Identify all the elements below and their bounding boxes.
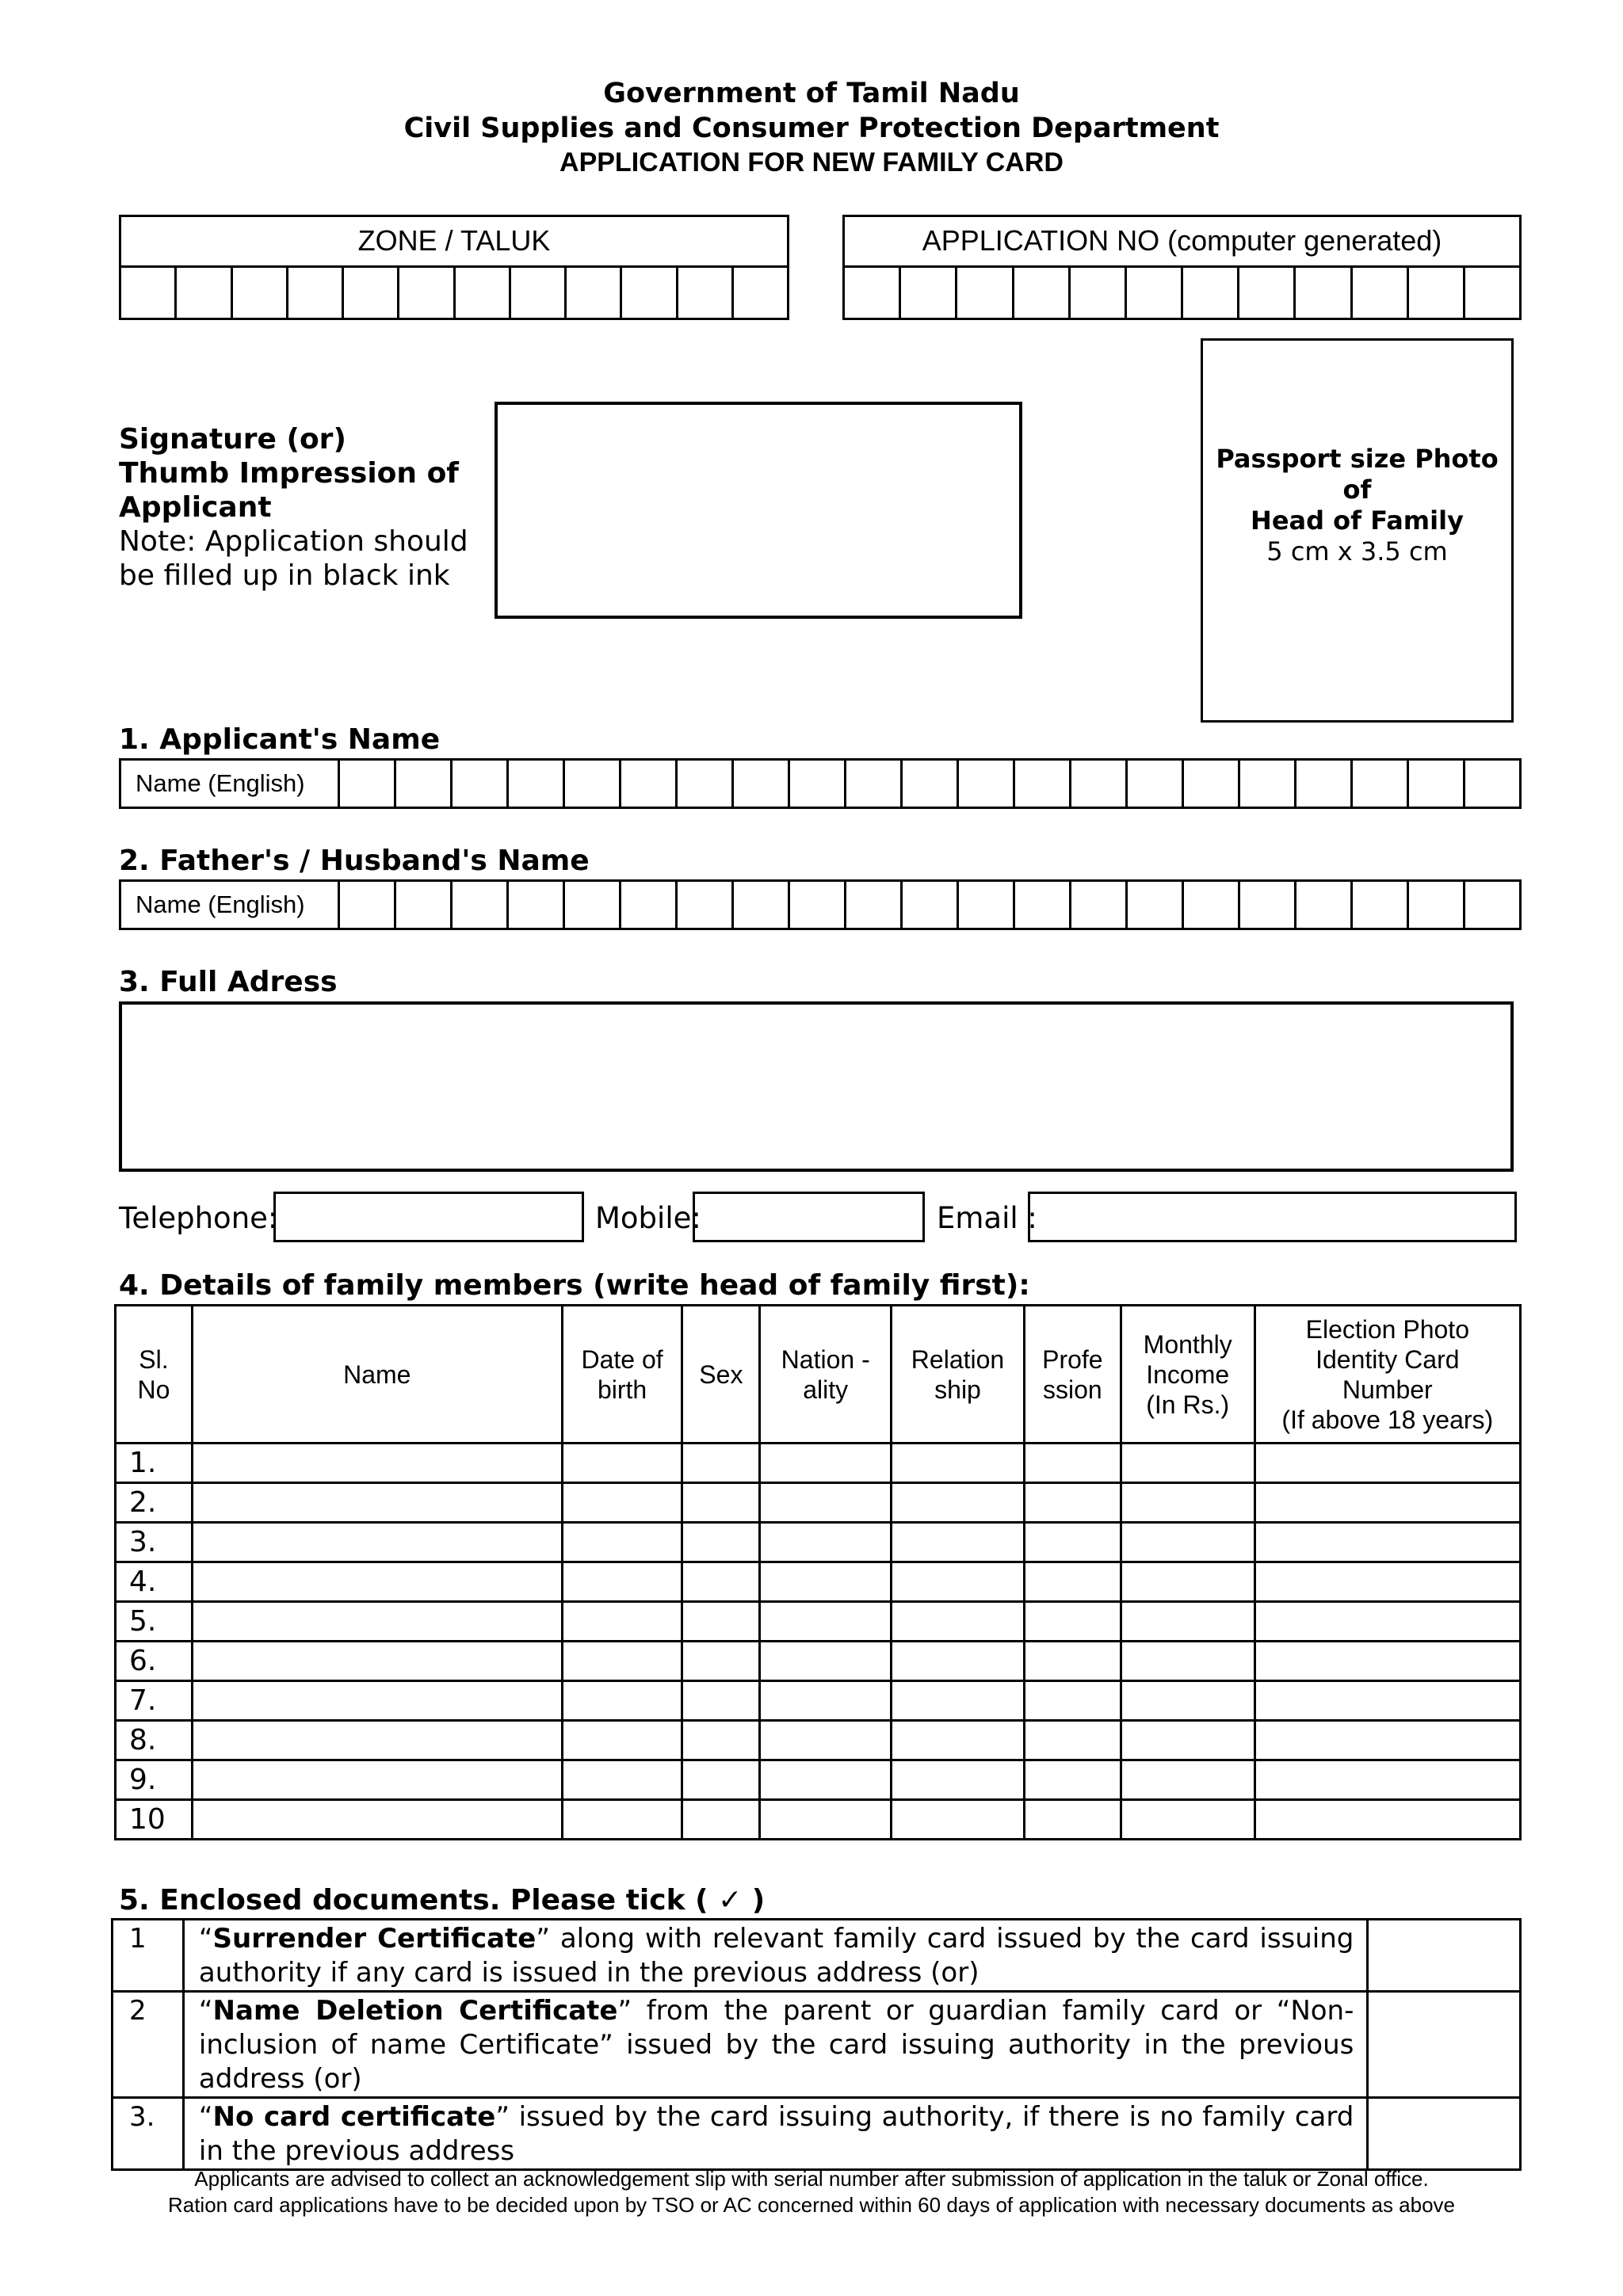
family-member-cell[interactable] bbox=[1254, 1800, 1520, 1840]
family-member-cell[interactable] bbox=[760, 1562, 892, 1602]
family-member-cell[interactable] bbox=[562, 1800, 682, 1840]
family-member-cell[interactable] bbox=[1121, 1721, 1254, 1760]
zone-taluk-cell[interactable] bbox=[344, 268, 399, 318]
name-cell[interactable] bbox=[1015, 882, 1071, 928]
zone-taluk-cell[interactable] bbox=[177, 268, 232, 318]
application-no-cell[interactable] bbox=[1409, 268, 1465, 318]
photo-box[interactable] bbox=[1201, 338, 1514, 723]
name-cell[interactable] bbox=[903, 882, 959, 928]
family-member-cell[interactable] bbox=[562, 1642, 682, 1681]
application-no-label: APPLICATION NO (computer generated) bbox=[845, 217, 1519, 268]
document-row bbox=[113, 1920, 1521, 1992]
col-nationality: Nation - ality bbox=[760, 1306, 892, 1444]
family-member-cell[interactable] bbox=[562, 1721, 682, 1760]
address-box[interactable] bbox=[119, 1001, 1514, 1172]
name-cell[interactable] bbox=[1353, 882, 1409, 928]
col-epic-number: Election Photo Identity Card Number (If above 18 years) bbox=[1254, 1306, 1520, 1444]
family-member-cell[interactable] bbox=[760, 1800, 892, 1840]
name-cell[interactable] bbox=[1240, 882, 1296, 928]
zone-taluk-cell[interactable] bbox=[233, 268, 288, 318]
photo-line1: Passport size Photo bbox=[1216, 444, 1499, 474]
family-member-cell[interactable] bbox=[892, 1800, 1025, 1840]
col-sex: Sex bbox=[682, 1306, 760, 1444]
family-member-cell[interactable] bbox=[682, 1681, 760, 1721]
document-description: “Surrender Certificate” along with relevant family card issued by the card issuing authority if any card is issued in the previous address (or) bbox=[183, 1920, 1367, 1992]
serial-number: 3. bbox=[116, 1523, 193, 1562]
family-member-cell[interactable] bbox=[1024, 1444, 1121, 1483]
family-member-cell[interactable] bbox=[760, 1444, 892, 1483]
serial-number: 7. bbox=[116, 1681, 193, 1721]
serial-number: 4. bbox=[116, 1562, 193, 1602]
name-cell[interactable] bbox=[1071, 761, 1128, 807]
name-cell[interactable] bbox=[565, 882, 621, 928]
family-member-cell[interactable] bbox=[192, 1523, 562, 1562]
email-label: Email : bbox=[937, 1201, 1037, 1235]
family-members-table bbox=[114, 1304, 1522, 1840]
family-member-row bbox=[116, 1760, 1521, 1800]
family-member-cell[interactable] bbox=[1254, 1681, 1520, 1721]
name-cell[interactable] bbox=[1296, 761, 1353, 807]
signature-note1: Note: Application should bbox=[119, 525, 468, 558]
application-no-cell[interactable] bbox=[1127, 268, 1183, 318]
father-husband-name-label: Name (English) bbox=[121, 882, 340, 928]
serial-number: 8. bbox=[116, 1721, 193, 1760]
family-member-cell[interactable] bbox=[892, 1721, 1025, 1760]
section1-title: 1. Applicant's Name bbox=[119, 723, 441, 756]
family-member-cell[interactable] bbox=[192, 1444, 562, 1483]
zone-taluk-cell[interactable] bbox=[511, 268, 567, 318]
family-member-cell[interactable] bbox=[682, 1721, 760, 1760]
name-cell[interactable] bbox=[1240, 761, 1296, 807]
zone-taluk-label: ZONE / TALUK bbox=[121, 217, 787, 268]
name-cell[interactable] bbox=[1184, 882, 1240, 928]
family-member-cell[interactable] bbox=[192, 1642, 562, 1681]
name-cell[interactable] bbox=[1015, 761, 1071, 807]
name-cell[interactable] bbox=[1128, 882, 1184, 928]
family-member-cell[interactable] bbox=[682, 1800, 760, 1840]
mobile-input[interactable] bbox=[693, 1192, 925, 1242]
family-member-cell[interactable] bbox=[892, 1483, 1025, 1523]
family-member-cell[interactable] bbox=[682, 1602, 760, 1642]
family-member-cell[interactable] bbox=[1024, 1800, 1121, 1840]
name-cell[interactable] bbox=[903, 761, 959, 807]
col-monthly-income: Monthly Income (In Rs.) bbox=[1121, 1306, 1254, 1444]
family-member-cell[interactable] bbox=[1254, 1562, 1520, 1602]
family-member-cell[interactable] bbox=[1024, 1681, 1121, 1721]
zone-taluk-cell[interactable] bbox=[121, 268, 177, 318]
footer-note-2: Ration card applications have to be decided upon by TSO or AC concerned within 60 days of application with necessary documents as above bbox=[167, 2193, 1456, 2217]
document-description: “Name Deletion Certificate” from the parent or guardian family card or “Non-inclusion of name Certificate” issued by the card issuing authority in the previous address (or) bbox=[183, 1992, 1367, 2098]
application-no-cell[interactable] bbox=[901, 268, 957, 318]
name-cell[interactable] bbox=[790, 882, 846, 928]
name-cell[interactable] bbox=[453, 882, 509, 928]
form-title: APPLICATION FOR NEW FAMILY CARD bbox=[559, 147, 1064, 177]
family-member-cell[interactable] bbox=[1254, 1483, 1520, 1523]
document-tick-box[interactable] bbox=[1368, 2098, 1521, 2170]
zone-taluk-cells bbox=[121, 268, 787, 318]
family-member-cell[interactable] bbox=[760, 1523, 892, 1562]
family-member-cell[interactable] bbox=[682, 1562, 760, 1602]
col-relationship: Relation ship bbox=[892, 1306, 1025, 1444]
family-member-cell[interactable] bbox=[760, 1483, 892, 1523]
col-sl-no: Sl. No bbox=[116, 1306, 193, 1444]
application-no-cell[interactable] bbox=[1353, 268, 1409, 318]
name-cell[interactable] bbox=[340, 761, 396, 807]
mobile-label: Mobile: bbox=[595, 1201, 701, 1235]
enclosed-documents-table bbox=[111, 1918, 1522, 2171]
col-name: Name bbox=[192, 1306, 562, 1444]
name-cell[interactable] bbox=[678, 761, 734, 807]
family-member-cell[interactable] bbox=[1121, 1523, 1254, 1562]
document-number: 1 bbox=[113, 1920, 184, 1992]
name-cell[interactable] bbox=[396, 882, 453, 928]
name-cell[interactable] bbox=[1409, 761, 1465, 807]
document-row bbox=[113, 1992, 1521, 2098]
zone-taluk-box bbox=[119, 215, 789, 320]
zone-taluk-cell[interactable] bbox=[734, 268, 787, 318]
name-cell[interactable] bbox=[959, 761, 1015, 807]
application-no-cell[interactable] bbox=[1071, 268, 1127, 318]
family-member-cell[interactable] bbox=[192, 1483, 562, 1523]
name-cell[interactable] bbox=[846, 761, 903, 807]
application-no-cell[interactable] bbox=[1296, 268, 1352, 318]
family-member-cell[interactable] bbox=[682, 1523, 760, 1562]
col-dob: Date of birth bbox=[562, 1306, 682, 1444]
family-member-row bbox=[116, 1483, 1521, 1523]
header-department: Civil Supplies and Consumer Protection Department bbox=[403, 113, 1220, 144]
family-member-row bbox=[116, 1721, 1521, 1760]
family-member-cell[interactable] bbox=[1254, 1602, 1520, 1642]
zone-taluk-cell[interactable] bbox=[288, 268, 344, 318]
section4-title: 4. Details of family members (write head of family first): bbox=[119, 1269, 1030, 1302]
photo-line2: of bbox=[1342, 475, 1372, 505]
document-number: 2 bbox=[113, 1992, 184, 2098]
family-member-cell[interactable] bbox=[1121, 1642, 1254, 1681]
footer-note-1: Applicants are advised to collect an acknowledgement slip with serial number after submission of application in the taluk or Zonal office. bbox=[194, 2167, 1429, 2191]
section3-title: 3. Full Adress bbox=[119, 966, 338, 998]
family-member-cell[interactable] bbox=[1024, 1562, 1121, 1602]
name-cell[interactable] bbox=[396, 761, 453, 807]
family-member-cell[interactable] bbox=[562, 1602, 682, 1642]
name-cell[interactable] bbox=[846, 882, 903, 928]
family-member-cell[interactable] bbox=[1121, 1444, 1254, 1483]
document-number: 3. bbox=[113, 2098, 184, 2170]
family-member-cell[interactable] bbox=[892, 1681, 1025, 1721]
family-member-cell[interactable] bbox=[892, 1562, 1025, 1602]
name-cell[interactable] bbox=[509, 882, 565, 928]
family-member-cell[interactable] bbox=[562, 1483, 682, 1523]
name-cell[interactable] bbox=[1071, 882, 1128, 928]
family-member-cell[interactable] bbox=[892, 1642, 1025, 1681]
family-member-cell[interactable] bbox=[1121, 1602, 1254, 1642]
application-no-cell[interactable] bbox=[1183, 268, 1239, 318]
name-cell[interactable] bbox=[340, 882, 396, 928]
name-cell[interactable] bbox=[734, 761, 790, 807]
photo-line4: 5 cm x 3.5 cm bbox=[1266, 536, 1448, 566]
signature-line2: Thumb Impression of bbox=[119, 457, 459, 490]
family-member-cell[interactable] bbox=[892, 1444, 1025, 1483]
family-member-cell[interactable] bbox=[1024, 1721, 1121, 1760]
section5-title: 5. Enclosed documents. Please tick ( ✓ ) bbox=[119, 1884, 766, 1917]
family-member-cell[interactable] bbox=[1024, 1760, 1121, 1800]
family-member-cell[interactable] bbox=[562, 1681, 682, 1721]
serial-number: 9. bbox=[116, 1760, 193, 1800]
name-cell[interactable] bbox=[1465, 882, 1519, 928]
serial-number: 2. bbox=[116, 1483, 193, 1523]
family-member-cell[interactable] bbox=[1254, 1760, 1520, 1800]
family-member-cell[interactable] bbox=[760, 1681, 892, 1721]
name-cell[interactable] bbox=[621, 761, 678, 807]
document-description: “No card certificate” issued by the card issuing authority, if there is no family card in the previous address bbox=[183, 2098, 1367, 2170]
name-cell[interactable] bbox=[621, 882, 678, 928]
family-member-cell[interactable] bbox=[1024, 1602, 1121, 1642]
father-husband-name-row bbox=[119, 879, 1522, 930]
family-member-cell[interactable] bbox=[682, 1760, 760, 1800]
family-member-cell[interactable] bbox=[1121, 1760, 1254, 1800]
application-no-box bbox=[842, 215, 1522, 320]
name-cell[interactable] bbox=[678, 882, 734, 928]
family-member-cell[interactable] bbox=[192, 1800, 562, 1840]
family-member-row bbox=[116, 1523, 1521, 1562]
family-member-cell[interactable] bbox=[682, 1642, 760, 1681]
family-member-cell[interactable] bbox=[192, 1562, 562, 1602]
name-cell[interactable] bbox=[1296, 882, 1353, 928]
family-member-row bbox=[116, 1444, 1521, 1483]
family-member-row bbox=[116, 1562, 1521, 1602]
family-member-cell[interactable] bbox=[562, 1444, 682, 1483]
family-member-cell[interactable] bbox=[760, 1721, 892, 1760]
signature-instructions bbox=[119, 422, 468, 593]
family-member-cell[interactable] bbox=[562, 1760, 682, 1800]
family-member-cell[interactable] bbox=[562, 1523, 682, 1562]
family-member-cell[interactable] bbox=[1254, 1642, 1520, 1681]
email-input[interactable] bbox=[1028, 1192, 1517, 1242]
header-government: Government of Tamil Nadu bbox=[603, 78, 1020, 109]
family-member-cell[interactable] bbox=[1121, 1681, 1254, 1721]
telephone-label: Telephone: bbox=[119, 1201, 278, 1235]
family-member-cell[interactable] bbox=[192, 1602, 562, 1642]
document-row bbox=[113, 2098, 1521, 2170]
family-member-cell[interactable] bbox=[892, 1523, 1025, 1562]
col-profession: Profe ssion bbox=[1024, 1306, 1121, 1444]
telephone-input[interactable] bbox=[273, 1192, 584, 1242]
family-member-cell[interactable] bbox=[760, 1760, 892, 1800]
zone-taluk-cell[interactable] bbox=[567, 268, 622, 318]
family-member-cell[interactable] bbox=[760, 1642, 892, 1681]
family-member-cell[interactable] bbox=[1121, 1800, 1254, 1840]
zone-taluk-cell[interactable] bbox=[622, 268, 678, 318]
family-member-cell[interactable] bbox=[1254, 1721, 1520, 1760]
name-cell[interactable] bbox=[1184, 761, 1240, 807]
family-member-cell[interactable] bbox=[682, 1483, 760, 1523]
serial-number: 5. bbox=[116, 1602, 193, 1642]
family-member-cell[interactable] bbox=[760, 1602, 892, 1642]
family-member-cell[interactable] bbox=[1121, 1483, 1254, 1523]
signature-note2: be filled up in black ink bbox=[119, 559, 450, 592]
family-member-row bbox=[116, 1681, 1521, 1721]
application-no-cell[interactable] bbox=[1239, 268, 1296, 318]
family-member-cell[interactable] bbox=[192, 1721, 562, 1760]
family-member-cell[interactable] bbox=[892, 1760, 1025, 1800]
name-cell[interactable] bbox=[1128, 761, 1184, 807]
applicant-name-label: Name (English) bbox=[121, 761, 340, 807]
family-member-cell[interactable] bbox=[192, 1760, 562, 1800]
family-member-cell[interactable] bbox=[192, 1681, 562, 1721]
photo-line3: Head of Family bbox=[1251, 505, 1464, 536]
section2-title: 2. Father's / Husband's Name bbox=[119, 845, 590, 877]
family-member-cell[interactable] bbox=[1024, 1523, 1121, 1562]
name-cell[interactable] bbox=[565, 761, 621, 807]
name-cell[interactable] bbox=[1409, 882, 1465, 928]
family-member-cell[interactable] bbox=[1254, 1444, 1520, 1483]
name-cell[interactable] bbox=[509, 761, 565, 807]
document-tick-box[interactable] bbox=[1368, 1992, 1521, 2098]
zone-taluk-cell[interactable] bbox=[399, 268, 455, 318]
name-cell[interactable] bbox=[790, 761, 846, 807]
family-member-cell[interactable] bbox=[1254, 1523, 1520, 1562]
family-member-cell[interactable] bbox=[682, 1444, 760, 1483]
name-cell[interactable] bbox=[959, 882, 1015, 928]
name-cell[interactable] bbox=[734, 882, 790, 928]
application-no-cell[interactable] bbox=[845, 268, 901, 318]
zone-taluk-cell[interactable] bbox=[456, 268, 511, 318]
application-no-cell[interactable] bbox=[957, 268, 1014, 318]
serial-number: 6. bbox=[116, 1642, 193, 1681]
application-no-cell[interactable] bbox=[1465, 268, 1519, 318]
family-member-row bbox=[116, 1602, 1521, 1642]
family-table-header bbox=[116, 1306, 1521, 1444]
application-no-cells bbox=[845, 268, 1519, 318]
document-tick-box[interactable] bbox=[1368, 1920, 1521, 1992]
applicant-name-row bbox=[119, 758, 1522, 809]
signature-line1: Signature (or) bbox=[119, 423, 346, 456]
family-member-cell[interactable] bbox=[892, 1602, 1025, 1642]
signature-box[interactable] bbox=[495, 402, 1022, 619]
name-cell[interactable] bbox=[1353, 761, 1409, 807]
name-cell[interactable] bbox=[1465, 761, 1519, 807]
family-member-row bbox=[116, 1800, 1521, 1840]
family-member-cell[interactable] bbox=[1121, 1562, 1254, 1602]
family-member-cell[interactable] bbox=[562, 1562, 682, 1602]
serial-number: 1. bbox=[116, 1444, 193, 1483]
application-no-cell[interactable] bbox=[1014, 268, 1071, 318]
zone-taluk-cell[interactable] bbox=[678, 268, 734, 318]
family-member-cell[interactable] bbox=[1024, 1483, 1121, 1523]
family-member-cell[interactable] bbox=[1024, 1642, 1121, 1681]
serial-number: 10 bbox=[116, 1800, 193, 1840]
name-cell[interactable] bbox=[453, 761, 509, 807]
signature-line3: Applicant bbox=[119, 491, 272, 524]
family-member-row bbox=[116, 1642, 1521, 1681]
